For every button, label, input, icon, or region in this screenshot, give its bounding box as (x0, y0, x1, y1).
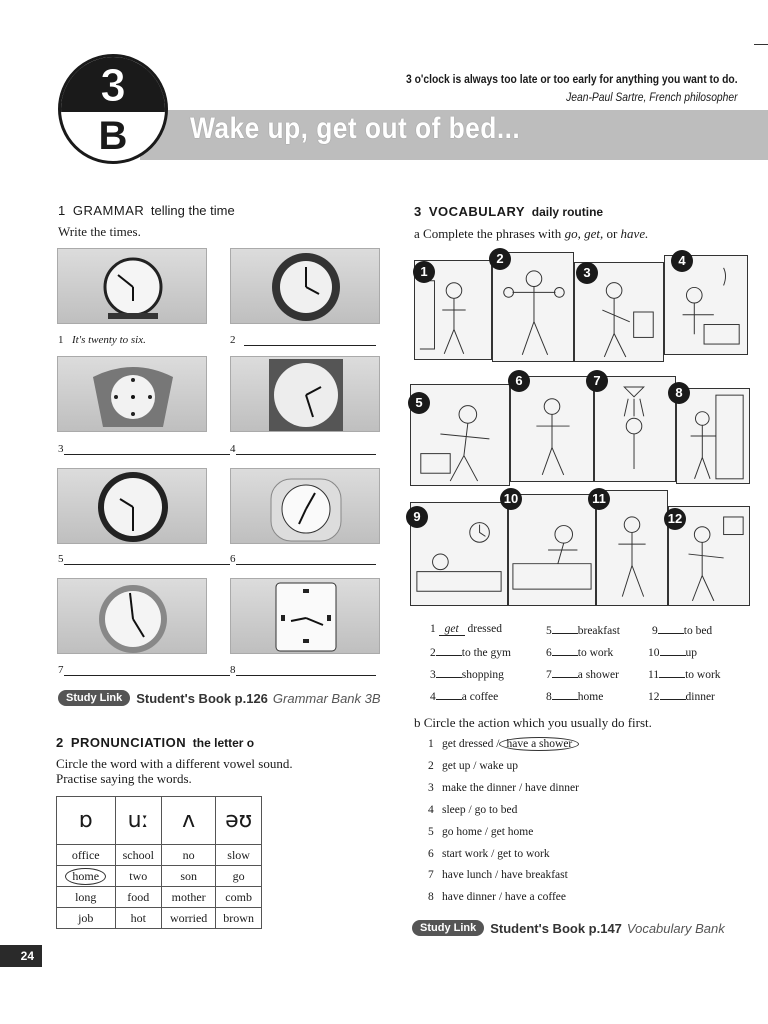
action-7: 7 have lunch / have breakfast (428, 869, 568, 881)
answer-5: 5 (58, 553, 230, 565)
picture-number-6: 6 (508, 370, 530, 392)
word-row (57, 887, 262, 908)
answer-6: 6 (230, 553, 376, 565)
phrase-6: 6 to work (546, 647, 614, 659)
picture-number-12: 12 (664, 508, 686, 530)
word-cell[interactable]: two (115, 866, 162, 887)
phrase-5: 5 breakfast (546, 625, 620, 637)
clock-photo-5 (57, 468, 207, 544)
phrase-8: 8 home (546, 691, 604, 703)
cartoon-panel-10 (508, 494, 596, 606)
phrase-12-blank[interactable] (660, 689, 686, 700)
word-cell[interactable]: office (57, 845, 116, 866)
picture-number-5: 5 (408, 392, 430, 414)
phrase-6-blank[interactable] (552, 645, 578, 656)
answer-6-input[interactable] (236, 553, 376, 565)
sound-symbol-phone: əʊ (216, 797, 262, 845)
clock-photo-3 (57, 356, 207, 432)
pronunciation-topic: the letter o (192, 736, 255, 750)
clock-icon (58, 469, 208, 545)
circled-word: home (65, 868, 106, 885)
sound-symbol-boot: uː (115, 797, 162, 845)
unit-number: 3 (100, 59, 126, 111)
answer-1: 1 It's twenty to six. (58, 334, 146, 346)
study-link-book: Student's Book p.147 (490, 920, 622, 936)
clock-photo-1 (57, 248, 207, 324)
clock-photo-4 (230, 356, 380, 432)
word-cell[interactable]: school (115, 845, 162, 866)
phrase-8-blank[interactable] (552, 689, 578, 700)
vocabulary-topic: daily routine (531, 205, 604, 219)
clock-icon (231, 579, 381, 655)
action-1-option-a[interactable]: get dressed / (442, 738, 500, 750)
vocabulary-instruction-a: a Complete the phrases with go, get, or have. (414, 226, 649, 241)
clock-icon (231, 357, 381, 433)
picture-number-4: 4 (671, 250, 693, 272)
grammar-number: 1 (58, 203, 66, 218)
phrase-11: 11 to work (648, 669, 721, 681)
phrase-4: 4 a coffee (430, 691, 499, 703)
quote-author: Jean-Paul Sartre, French philosopher (566, 90, 738, 104)
picture-number-8: 8 (668, 382, 690, 404)
pronunciation-number: 2 (56, 735, 64, 750)
word-cell[interactable]: job (57, 908, 116, 929)
word-row (57, 845, 262, 866)
answer-1-text: It's twenty to six. (72, 334, 146, 346)
clock-icon (58, 249, 208, 325)
answer-2: 2 (230, 334, 376, 346)
grammar-topic: telling the time (150, 203, 235, 218)
study-link-pill: Study Link (412, 920, 484, 936)
phrase-10-blank[interactable] (660, 645, 686, 656)
clock-photo-8 (230, 578, 380, 654)
study-link-bank: Grammar Bank 3B (272, 690, 381, 706)
phrase-7: 7 a shower (546, 669, 619, 681)
word-cell[interactable]: mother (162, 887, 216, 908)
page-number: 24 (0, 945, 42, 967)
cartoon-panel-8 (676, 388, 750, 484)
word-cell[interactable]: slow (216, 845, 262, 866)
grammar-heading (58, 203, 235, 218)
study-link-bank: Vocabulary Bank (626, 920, 725, 936)
word-cell[interactable]: long (57, 887, 116, 908)
word-cell[interactable]: comb (216, 887, 262, 908)
answer-3: 3 (58, 443, 230, 455)
word-cell[interactable]: go (216, 866, 262, 887)
word-cell[interactable]: brown (216, 908, 262, 929)
phrase-9: 9 to bed (652, 625, 713, 637)
sounds-table (56, 796, 262, 929)
pronunciation-heading (56, 735, 254, 750)
pronunciation-instruction-1: Circle the word with a different vowel sound. (56, 756, 293, 771)
pronunciation-label: PRONUNCIATION (70, 735, 187, 750)
phrase-3: 3 shopping (430, 669, 504, 681)
action-8: 8 have dinner / have a coffee (428, 891, 566, 903)
quote-text: 3 o'clock is always too late or too early for anything you want to do. (406, 72, 738, 86)
vocabulary-instruction-b: b Circle the action which you usually do first. (414, 715, 652, 730)
vocabulary-label: VOCABULARY (428, 204, 526, 219)
study-link-pill: Study Link (58, 690, 130, 706)
sound-symbol-clock: ɒ (57, 797, 116, 845)
phrase-2-blank[interactable] (436, 645, 462, 656)
vocabulary-number: 3 (414, 204, 422, 219)
cartoon-panel-11 (596, 490, 668, 606)
answer-3-input[interactable] (64, 443, 230, 455)
cartoon-panel-6 (510, 376, 594, 482)
phrase-4-blank[interactable] (436, 689, 462, 700)
phrase-1: 1 get dressed (430, 623, 502, 635)
grammar-instruction: Write the times. (58, 224, 141, 239)
action-5: 5 go home / get home (428, 826, 534, 838)
word-cell[interactable]: worried (162, 908, 216, 929)
clock-photo-7 (57, 578, 207, 654)
sound-symbol-up: ʌ (162, 797, 216, 845)
symbol-row (57, 797, 262, 845)
clock-photo-6 (230, 468, 380, 544)
phrase-3-blank[interactable] (436, 667, 462, 678)
pronunciation-instruction-2: Practise saying the words. (56, 771, 192, 786)
word-cell[interactable]: hot (115, 908, 162, 929)
phrase-7-blank[interactable] (552, 667, 578, 678)
grammar-label: GRAMMAR (72, 203, 145, 218)
answer-2-input[interactable] (244, 334, 376, 346)
picture-number-11: 11 (588, 488, 610, 510)
page-title: Wake up, get out of bed... (190, 112, 521, 145)
picture-number-3: 3 (576, 262, 598, 284)
action-3: 3 make the dinner / have dinner (428, 782, 579, 794)
phrase-11-blank[interactable] (659, 667, 685, 678)
cartoon-panel-7 (594, 376, 676, 482)
picture-number-2: 2 (489, 248, 511, 270)
phrase-1-fill[interactable]: get (439, 623, 465, 636)
action-1-circled[interactable]: have a shower (499, 737, 579, 751)
clock-icon (231, 249, 381, 325)
phrase-2: 2 to the gym (430, 647, 511, 659)
phrase-5-blank[interactable] (552, 623, 578, 634)
grammar-study-link[interactable] (58, 690, 381, 706)
vocabulary-study-link[interactable] (412, 920, 725, 936)
clock-icon (58, 579, 208, 655)
edge-rule (754, 44, 768, 45)
picture-number-9: 9 (406, 506, 428, 528)
quote-block (352, 70, 738, 106)
vocabulary-heading (414, 204, 603, 219)
answer-4: 4 (230, 443, 376, 455)
answer-5-input[interactable] (64, 553, 230, 565)
unit-letter: B (98, 114, 128, 158)
picture-number-10: 10 (500, 488, 522, 510)
phrase-9-blank[interactable] (658, 623, 684, 634)
picture-number-7: 7 (586, 370, 608, 392)
action-4: 4 sleep / go to bed (428, 804, 518, 816)
action-1: 1 get dressed / have a shower (428, 737, 579, 751)
picture-number-1: 1 (413, 261, 435, 283)
action-2: 2 get up / wake up (428, 760, 519, 772)
action-6: 6 start work / get to work (428, 848, 550, 860)
clock-icon (58, 357, 208, 433)
answer-8: 8 (230, 664, 376, 676)
word-row (57, 866, 262, 887)
clock-photo-2 (230, 248, 380, 324)
answer-7: 7 (58, 664, 230, 676)
answer-8-input[interactable] (236, 664, 376, 676)
phrase-10: 10 up (648, 647, 697, 659)
unit-badge (58, 54, 168, 164)
word-cell[interactable] (57, 866, 116, 887)
word-cell[interactable]: son (162, 866, 216, 887)
word-cell[interactable]: no (162, 845, 216, 866)
word-cell[interactable]: food (115, 887, 162, 908)
word-row (57, 908, 262, 929)
clock-icon (231, 469, 381, 545)
answer-7-input[interactable] (64, 664, 230, 676)
answer-4-input[interactable] (236, 443, 376, 455)
study-link-book: Student's Book p.126 (136, 690, 268, 706)
phrase-12: 12 dinner (648, 691, 715, 703)
